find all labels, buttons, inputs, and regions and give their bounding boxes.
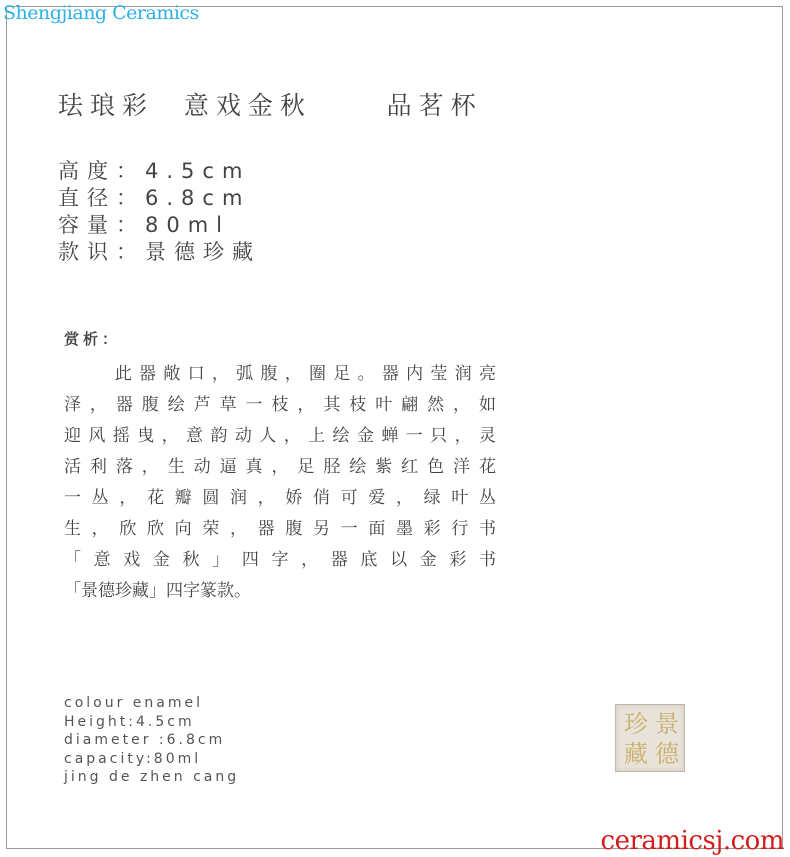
text-line: 生，欣欣向荣，器腹另一面墨彩行书 [64,519,496,539]
product-title: 珐琅彩 意戏金秋 品茗杯 [58,91,483,120]
english-line: diameter :6.8cm [64,732,226,748]
appreciation-text [64,359,496,607]
seal-char-zhen: 珍 [624,710,648,738]
spec-diameter: 直径：6.8cm [58,186,251,210]
english-line: colour enamel [64,695,204,711]
text-line: 此器敞口，弧腹，圈足。器内莹润亮 [64,364,496,384]
text-line: 迎风摇曳，意韵动人，上绘金蝉一只，灵 [64,426,496,446]
text-line: 「意戏金秋」四字，器底以金彩书 [64,550,496,570]
watermark-top: Shengjiang Ceramics [3,2,199,24]
english-line: Height:4.5cm [64,713,195,730]
text-line: 「景德珍藏」四字篆款。 [64,581,251,601]
english-line: jing de zhen cang [64,769,240,785]
spec-height: 高度：4.5cm [58,159,251,183]
spec-capacity: 容量：80ml [58,213,231,237]
text-line: 泽，器腹绘芦草一枝，其枝叶翩然，如 [64,395,496,415]
seal-char-cang: 藏 [624,740,648,768]
appreciation-heading: 赏析： [64,330,122,348]
seal-char-de: 德 [655,740,679,768]
english-specs [64,694,239,787]
spec-mark: 款识：景德珍藏 [58,240,261,264]
spec-list [58,158,261,266]
text-line: 一丛，花瓣圆润，娇俏可爱，绿叶丛 [64,488,496,508]
reign-mark-seal [615,704,685,772]
watermark-bottom: ceramicsj.com [600,826,784,856]
seal-char-jing: 景 [655,710,679,738]
text-line: 活利落，生动逼真，足胫绘紫红色洋花 [64,457,496,477]
english-line: capacity:80ml [64,750,202,767]
